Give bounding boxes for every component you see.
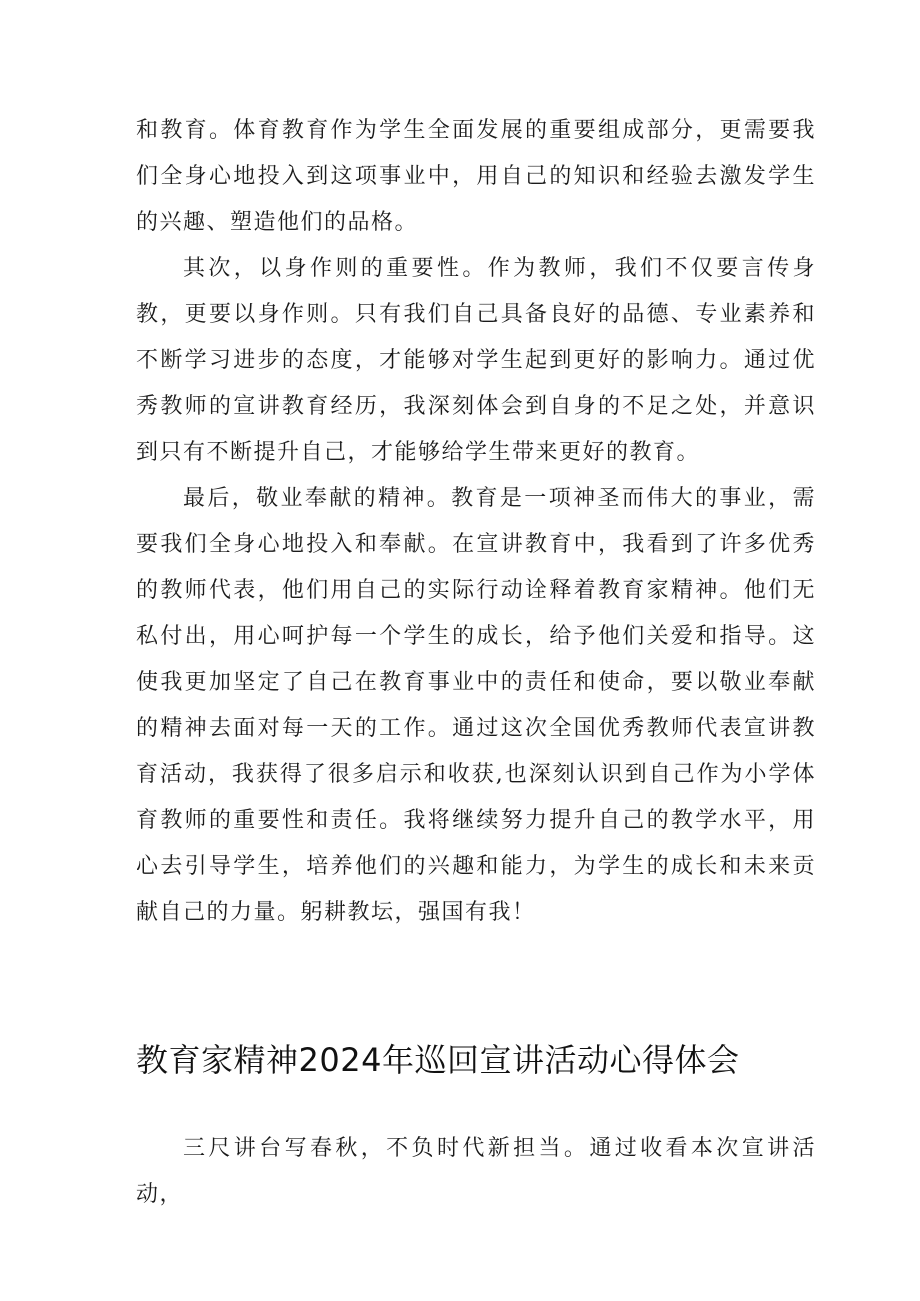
section-title: 教育家精神2024年巡回宣讲活动心得体会 bbox=[136, 1041, 740, 1079]
paragraph-dedication: 最后，敬业奉献的精神。教育是一项神圣而伟大的事业，需要我们全身心地投入和奉献。在宣讲教育中，我看到了许多优秀的教师代表，他们用自己的实际行动诠释着教育家精神。他们无私付出，用心呵护每一个学生的成长，给予他们关爱和指导。这使我更加坚定了自己在教育事业中的责任和使命，要以敬业奉献的精神去面对每一天的工作。通过这次全国优秀教师代表宣讲教育活动，我获得了很多启示和收获,也深刻认识到自己作为小学体育教师的重要性和责任。我将继续努力提升自己的教学水平，用心去引导学生，培养他们的兴趣和能力，为学生的成长和未来贡献自己的力量。躬耕教坛，强国有我！ bbox=[136, 486, 816, 925]
paragraph-continued: 和教育。体育教育作为学生全面发展的重要组成部分，更需要我们全身心地投入到这项事业中，用自己的知识和经验去激发学生的兴趣、塑造他们的品格。 bbox=[136, 118, 816, 235]
body-text-section-2 bbox=[136, 1126, 816, 1218]
body-text-section-1 bbox=[136, 108, 816, 936]
paragraph-example-by-self: 其次，以身作则的重要性。作为教师，我们不仅要言传身教，更要以身作则。只有我们自己具备良好的品德、专业素养和不断学习进步的态度，才能够对学生起到更好的影响力。通过优秀教师的宣讲教育经历，我深刻体会到自身的不足之处，并意识到只有不断提升自己，才能够给学生带来更好的教育。 bbox=[136, 256, 816, 465]
paragraph-opening: 三尺讲台写春秋，不负时代新担当。通过收看本次宣讲活动， bbox=[136, 1136, 816, 1207]
